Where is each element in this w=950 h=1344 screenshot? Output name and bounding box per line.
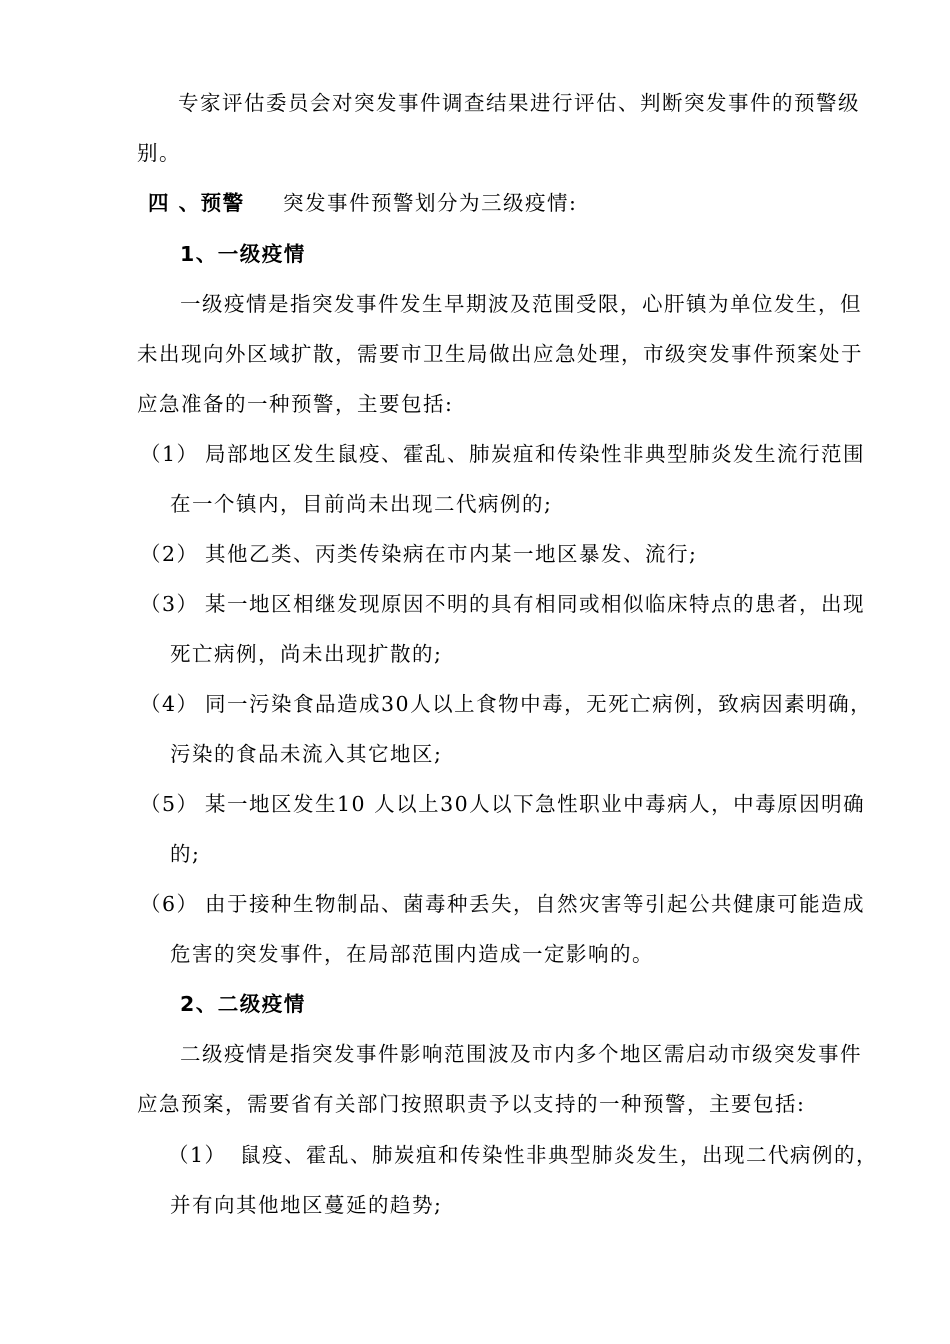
intro-line-2: 别。 [137,141,181,165]
section-4-heading: 四 、预警 [148,191,245,215]
item-text: 某一地区发生10 人以上30人以下急性职业中毒病人，中毒原因明确 [205,792,866,816]
item-text: 的; [170,842,201,866]
item-number: （5） [140,792,199,816]
level-1-para-line: 未出现向外区域扩散，需要市卫生局做出应急处理，市级突发事件预案处于 [137,342,863,366]
item-number: （1） [168,1143,227,1167]
item-text: 死亡病例，尚未出现扩散的; [170,642,443,666]
item-text: 由于接种生物制品、菌毒种丢失，自然灾害等引起公共健康可能造成 [205,892,865,916]
level-2-para-line: 二级疫情是指突发事件影响范围波及市内多个地区需启动市级突发事件 [180,1042,862,1066]
intro-line-1: 专家评估委员会对突发事件调查结果进行评估、判断突发事件的预警级 [178,91,860,115]
item-number: （2） [140,542,199,566]
item-number: （3） [140,592,199,616]
level-1-heading: 1、一级疫情 [180,242,306,266]
item-text: 其他乙类、丙类传染病在市内某一地区暴发、流行; [205,542,698,566]
item-number: （1） [140,442,199,466]
item-number: （6） [140,892,199,916]
level-2-para-line: 应急预案，需要省有关部门按照职责予以支持的一种预警，主要包括: [137,1092,806,1116]
item-text: 在一个镇内，目前尚未出现二代病例的; [170,492,553,516]
item-text: 鼠疫、霍乱、肺炭疽和传染性非典型肺炎发生，出现二代病例的， [240,1143,878,1167]
item-text: 危害的突发事件，在局部范围内造成一定影响的。 [170,942,654,966]
item-text: 局部地区发生鼠疫、霍乱、肺炭疽和传染性非典型肺炎发生流行范围 [205,442,865,466]
item-text: 污染的食品未流入其它地区; [170,742,443,766]
item-number: （4） [140,692,199,716]
item-text: 某一地区相继发现原因不明的具有相同或相似临床特点的患者，出现 [205,592,865,616]
level-1-para-line: 应急准备的一种预警，主要包括: [137,392,454,416]
level-1-para-line: 一级疫情是指突发事件发生早期波及范围受限，心肝镇为单位发生，但 [180,292,862,316]
item-text: 并有向其他地区蔓延的趋势; [170,1193,443,1217]
item-text: 同一污染食品造成30人以上食物中毒，无死亡病例，致病因素明确， [205,692,873,716]
level-2-heading: 2、二级疫情 [180,992,306,1016]
section-4-text: 突发事件预警划分为三级疫情: [283,191,578,215]
